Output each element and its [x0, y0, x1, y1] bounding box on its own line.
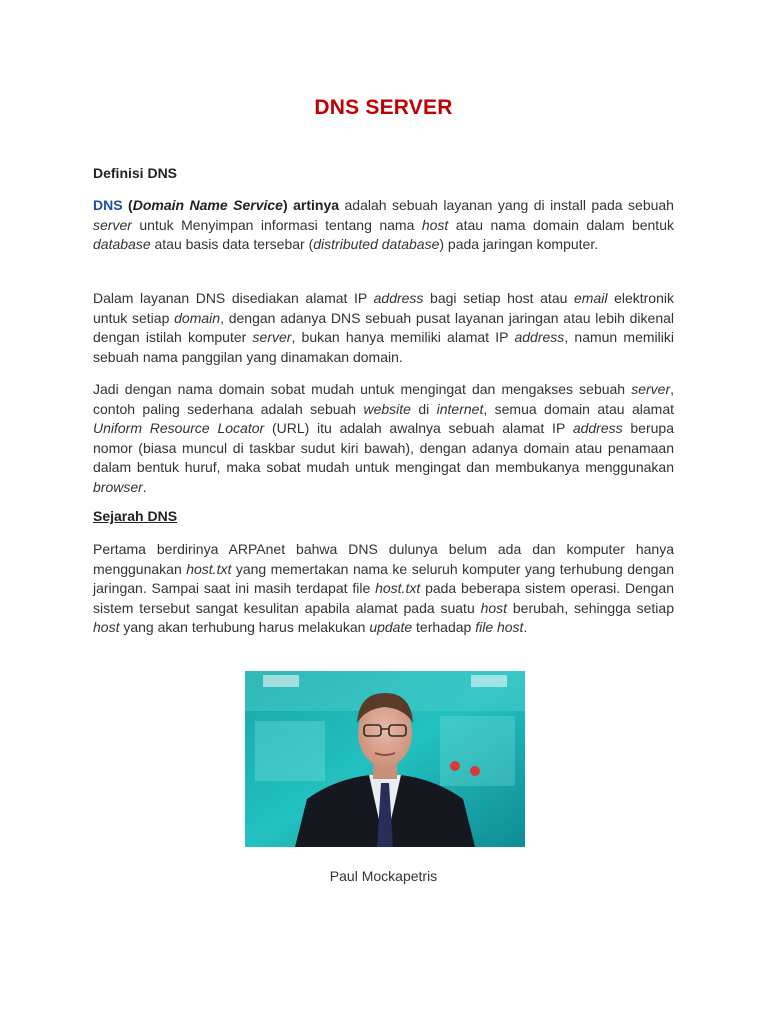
- text: atau basis data tersebar (: [150, 236, 314, 252]
- text: (URL) itu adalah awalnya sebuah alamat IP: [264, 420, 573, 436]
- term-server: server: [93, 216, 132, 233]
- term-distributed-database: distributed database: [313, 236, 440, 252]
- term-host: host: [421, 216, 449, 233]
- term-update: update: [369, 619, 413, 635]
- text: ) pada jaringan komputer.: [439, 236, 599, 252]
- paren-open: (: [122, 197, 133, 213]
- term-host: host: [480, 599, 508, 616]
- text: , bukan hanya memiliki alamat IP: [291, 329, 515, 345]
- text: terhadap: [412, 619, 476, 635]
- term-browser: browser: [93, 478, 143, 495]
- portrait-illustration: [245, 671, 525, 847]
- text: .: [523, 619, 528, 635]
- page-title: DNS SERVER: [314, 96, 453, 119]
- text: yang memertakan nama ke seluruh komputer yang terhubung dengan jaringan. Sampai saat ini masih terdapat file: [93, 560, 674, 596]
- text: , semua domain atau alamat: [483, 400, 674, 417]
- term-url: Uniform Resource Locator: [93, 420, 265, 436]
- term-domain: domain: [174, 309, 221, 326]
- term-address: address: [514, 329, 565, 345]
- term-host-txt: host.txt: [186, 560, 232, 577]
- term-host-txt: host.txt: [375, 580, 421, 596]
- term-host: host: [93, 619, 120, 635]
- text: elektronik untuk setiap: [93, 290, 674, 326]
- text: untuk Menyimpan informasi tentang nama: [131, 216, 422, 233]
- term-file-host: file host: [475, 619, 524, 635]
- text: , namun memiliki sebuah nama panggilan yang dinamakan domain.: [93, 329, 674, 365]
- term-internet: internet: [436, 400, 484, 417]
- text: Pertama berdirinya ARPAnet bahwa DNS dulunya belum ada dan komputer hanya menggunakan: [93, 541, 674, 577]
- text: pada beberapa sistem operasi. Dengan sistem tersebut sangat kesulitan apabila alamat pada suatu: [93, 580, 675, 616]
- dns-term: DNS: [93, 197, 123, 213]
- text: yang akan terhubung harus melakukan: [119, 619, 370, 635]
- text: , dengan adanya DNS sebuah pusat layanan jaringan atau lebih dikenal dengan istilah komputer: [93, 309, 675, 345]
- text: , contoh paling sederhana adalah sebuah: [93, 381, 674, 417]
- paragraph-history: [93, 540, 674, 638]
- term-website: website: [363, 400, 411, 417]
- section-heading-definisi: Definisi DNS: [93, 165, 178, 181]
- portrait-photo: [245, 671, 525, 847]
- paragraph-definition: [93, 196, 674, 255]
- term-address: address: [373, 290, 424, 306]
- term-server: server: [631, 381, 671, 397]
- text: atau nama domain dalam bentuk: [448, 216, 674, 233]
- text: berubah, sehingga setiap: [507, 599, 674, 616]
- term-database: database: [93, 236, 151, 252]
- paragraph-domain-name: [93, 380, 674, 497]
- dns-full-name: Domain Name Service: [132, 197, 283, 213]
- photo-caption: Paul Mockapetris: [329, 868, 438, 884]
- term-address: address: [572, 420, 623, 436]
- text: bagi setiap host atau: [423, 290, 574, 306]
- artinya-word: artinya: [287, 197, 340, 213]
- text: adalah sebuah layanan yang di install pada sebuah: [339, 197, 674, 213]
- text: di: [410, 400, 437, 417]
- section-heading-sejarah: Sejarah DNS: [93, 508, 178, 524]
- paragraph-ip-address: [93, 289, 674, 367]
- term-server: server: [252, 329, 292, 345]
- text: Dalam layanan DNS disediakan alamat IP: [93, 290, 374, 306]
- text: .: [142, 478, 147, 495]
- term-email: email: [574, 290, 608, 306]
- text: Jadi dengan nama domain sobat mudah untuk mengingat dan mengakses sebuah: [93, 381, 632, 397]
- text: berupa nomor (biasa muncul di taskbar sudut kiri bawah), dengan adanya domain atau penamaan dalam bentuk huruf, maka sobat mudah untuk mengingat dan membukanya menggunakan: [93, 420, 674, 475]
- paren-close: ): [282, 197, 288, 213]
